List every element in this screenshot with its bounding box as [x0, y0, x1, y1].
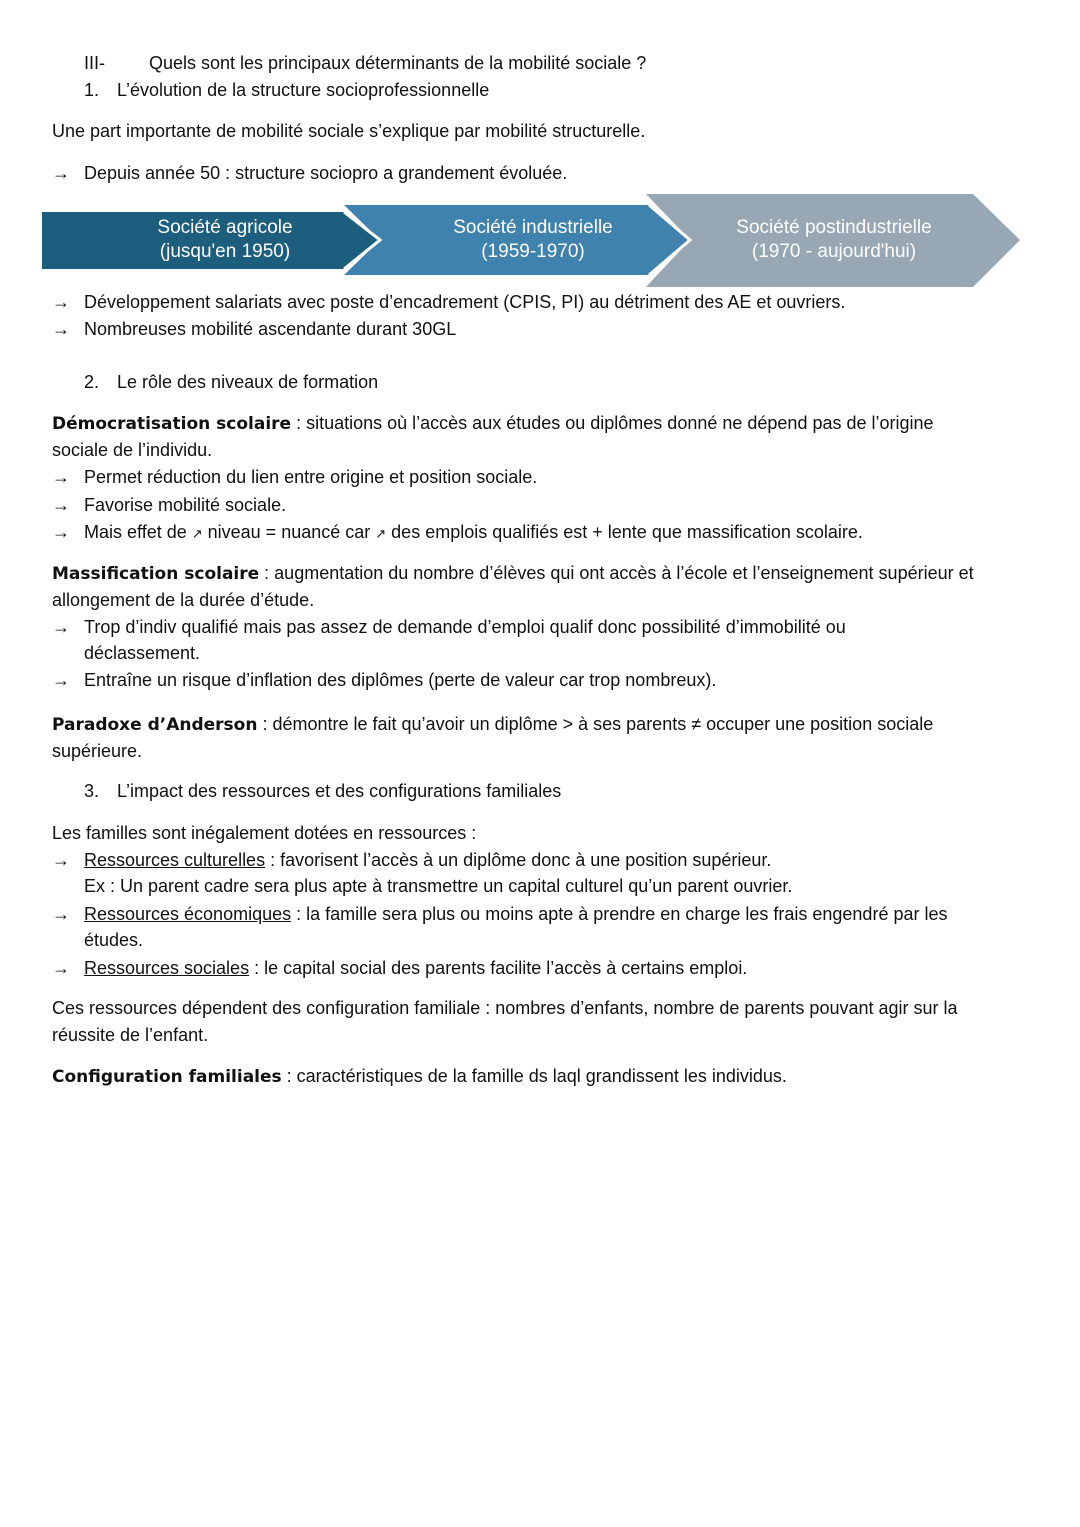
subsection-number: 1.: [84, 80, 100, 100]
flow-label-line: Société postindustrielle: [736, 217, 932, 238]
subsection-number: 3.: [84, 781, 100, 801]
definition-configuration: [52, 1063, 787, 1091]
definition-text: : situations où l’accès aux études ou diplômes donné ne dépend pas de l’origine: [291, 413, 934, 433]
right-arrow-icon: →: [52, 850, 70, 870]
definition-anderson: [52, 711, 933, 739]
arrow-bullet: [52, 492, 286, 519]
definition-text: : augmentation du nombre d’élèves qui ont accès à l’école et l’enseignement supérieur et: [259, 563, 974, 583]
arrow-bullet: [52, 955, 747, 982]
right-arrow-icon: →: [52, 292, 70, 312]
right-arrow-icon: →: [52, 670, 70, 690]
bullet-text: des emplois qualifiés est + lente que massification scolaire.: [386, 522, 863, 542]
paragraph: Les familles sont inégalement dotées en ressources :: [52, 823, 477, 843]
flow-label-line: Société agricole: [157, 217, 293, 238]
arrow-bullet: [52, 316, 456, 343]
arrow-bullet: [52, 667, 716, 694]
arrow-bullet: [52, 519, 863, 547]
flow-label-line: (jusqu'en 1950): [159, 241, 291, 262]
flow-label-postindustrial: [694, 216, 974, 264]
arrow-bullet: [52, 847, 771, 874]
flow-label-agricultural: [100, 216, 350, 264]
definition-continuation: sociale de l’individu.: [52, 440, 213, 460]
bullet-text: Mais effet de: [84, 522, 192, 542]
bullet-continuation: études.: [84, 930, 144, 950]
bullet-text: : la famille sera plus ou moins apte à prendre en charge les frais engendré par les: [291, 904, 948, 924]
bullet-text: : le capital social des parents facilite l’accès à certains emploi.: [249, 958, 748, 978]
right-arrow-icon: →: [52, 958, 70, 978]
definition-massification: [52, 560, 974, 588]
subsection-title: L’évolution de la structure socioprofessionnelle: [117, 80, 490, 100]
bullet-text: niveau = nuancé car: [202, 522, 376, 542]
arrow-bullet: [52, 464, 537, 491]
flow-label-line: (1959-1970): [481, 241, 585, 262]
section-title: Quels sont les principaux déterminants de la mobilité sociale ?: [149, 53, 647, 73]
bullet-text: : favorisent l’accès à un diplôme donc à une position supérieur.: [265, 850, 772, 870]
subsection-heading-1: [84, 77, 489, 104]
definition-continuation: supérieure.: [52, 741, 143, 761]
resource-term: Ressources sociales: [84, 958, 250, 978]
bullet-text: Nombreuses mobilité ascendante durant 30GL: [84, 319, 457, 339]
bullet-text: Entraîne un risque d’inflation des diplômes (perte de valeur car trop nombreux).: [84, 670, 717, 690]
right-arrow-icon: →: [52, 495, 70, 515]
subsection-heading-2: [84, 369, 378, 396]
flow-label-line: (1970 - aujourd'hui): [751, 241, 917, 262]
paragraph: Une part importante de mobilité sociale s’explique par mobilité structurelle.: [52, 121, 646, 141]
definition-term: Configuration familiales: [52, 1067, 282, 1087]
resource-term: Ressources économiques: [84, 904, 292, 924]
arrow-bullet: [52, 289, 845, 316]
right-arrow-icon: →: [52, 904, 70, 924]
arrow-bullet: [52, 614, 846, 641]
arrow-bullet: [52, 901, 947, 928]
definition-continuation: allongement de la durée d’étude.: [52, 590, 315, 610]
definition-term: Démocratisation scolaire: [52, 414, 292, 434]
subsection-title: Le rôle des niveaux de formation: [117, 372, 379, 392]
bullet-text: Développement salariats avec poste d’encadrement (CPIS, PI) au détriment des AE et ouvriers.: [84, 292, 846, 312]
right-arrow-icon: →: [52, 163, 70, 183]
right-arrow-icon: →: [52, 522, 70, 542]
definition-democratisation: [52, 410, 934, 438]
increase-arrow-icon: ↗: [375, 526, 387, 541]
arrow-bullet: [52, 160, 567, 187]
subsection-title: L’impact des ressources et des configurations familiales: [117, 781, 562, 801]
right-arrow-icon: →: [52, 617, 70, 637]
definition-term: Paradoxe d’Anderson: [52, 715, 258, 735]
bullet-continuation: déclassement.: [84, 643, 201, 663]
bullet-text: Favorise mobilité sociale.: [84, 495, 287, 515]
definition-term: Massification scolaire: [52, 564, 260, 584]
flow-label-line: Société industrielle: [453, 217, 613, 238]
increase-arrow-icon: ↗: [191, 526, 203, 541]
flow-label-industrial: [393, 216, 673, 264]
subsection-heading-3: [84, 778, 561, 805]
paragraph-continuation: réussite de l’enfant.: [52, 1025, 209, 1045]
right-arrow-icon: →: [52, 319, 70, 339]
bullet-text: Depuis année 50 : structure sociopro a grandement évoluée.: [84, 163, 568, 183]
bullet-text: Trop d’indiv qualifié mais pas assez de demande d’emploi qualif donc possibilité d’immobilité ou: [84, 617, 846, 637]
paragraph: Ces ressources dépendent des configuration familiale : nombres d’enfants, nombre de parents pouvant agir sur la: [52, 998, 958, 1018]
subsection-number: 2.: [84, 372, 100, 392]
section-numeral: III-: [84, 53, 105, 73]
definition-text: : caractéristiques de la famille ds laql grandissent les individus.: [281, 1066, 787, 1086]
resource-term: Ressources culturelles: [84, 850, 266, 870]
right-arrow-icon: →: [52, 467, 70, 487]
definition-text: : démontre le fait qu’avoir un diplôme > à ses parents ≠ occuper une position sociale: [257, 714, 934, 734]
bullet-text: Permet réduction du lien entre origine et position sociale.: [84, 467, 538, 487]
example-text: Ex : Un parent cadre sera plus apte à transmettre un capital culturel qu’un parent ouvrier.: [84, 876, 793, 896]
section-heading: [84, 50, 646, 77]
